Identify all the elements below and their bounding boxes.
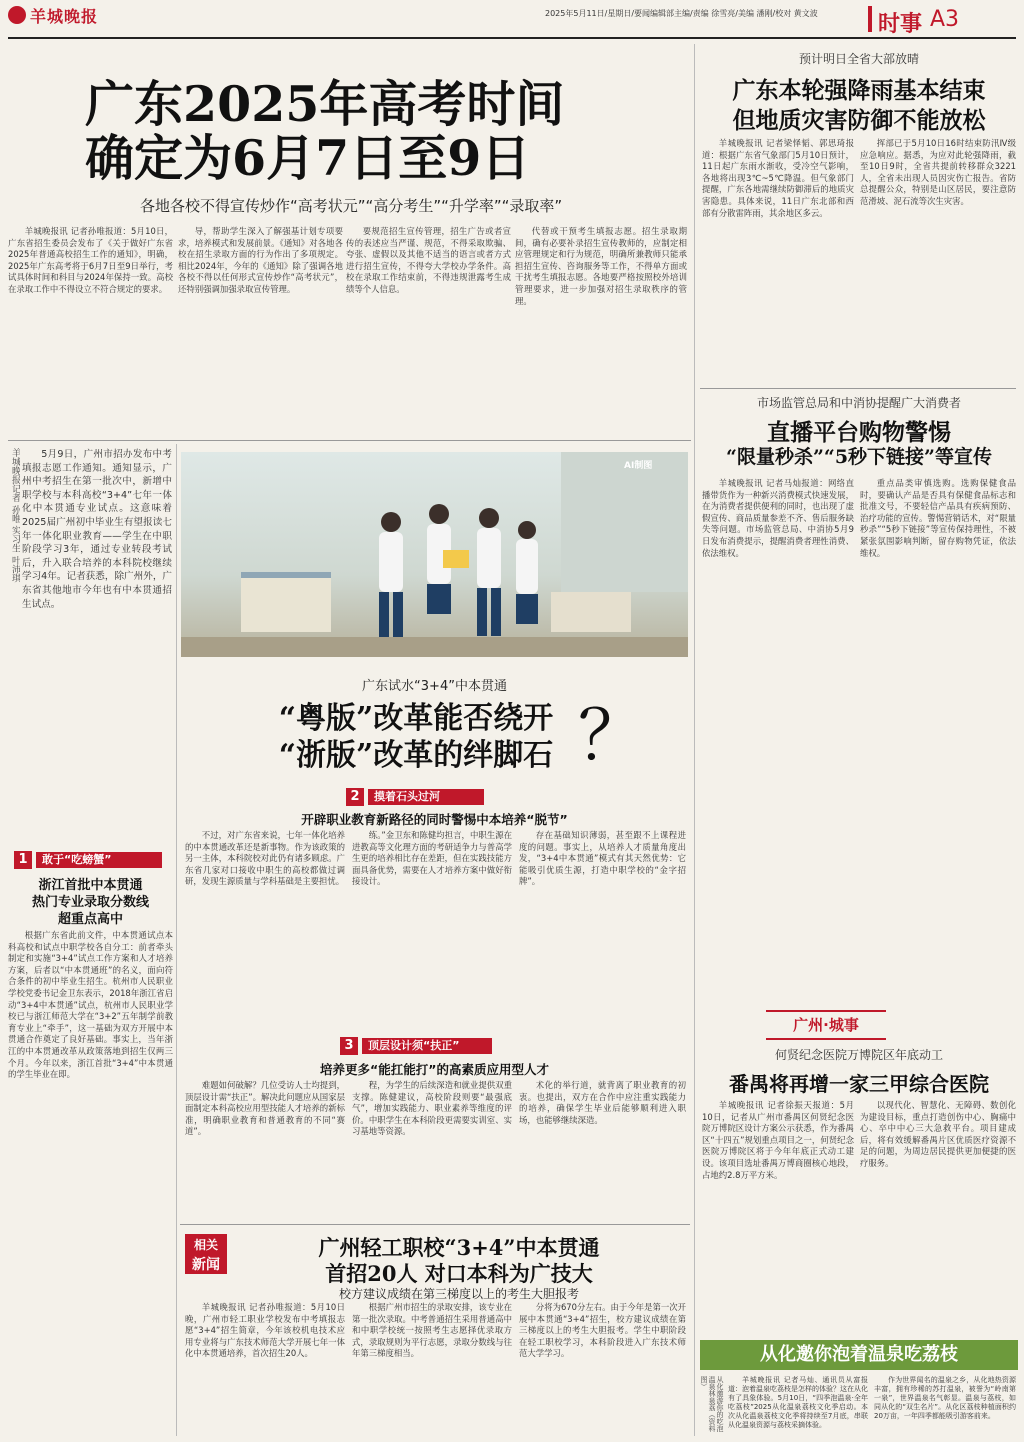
section3-column-1: 难题如何破解？几位受访人士均提到，顶层设计需“扶正”。解决此问题应从国家层面制定本科高校应用型技能人才培养的新标准，明确职业教育和普通教育的不同“赛道”。 (185, 1080, 345, 1137)
students-illustration-icon (181, 452, 688, 657)
weather-kicker: 预计明日全省大部放晴 (798, 52, 919, 66)
section1-tag: 敢于“吃螃蟹” (36, 852, 162, 868)
gz-column-1: 羊城晚报讯 记者孙唯报道：5月10日晚，广州市轻工职业学校发布中考填报志愿“3+4”招生简章，今年该校机电技术应用专业将与广东技术师范大学开展七年一体化中本贯通培养，首次招生20人。 (185, 1302, 345, 1359)
feature-question-mark: ？ (578, 697, 647, 776)
section1-head-line1: 浙江首批中本贯通 (38, 878, 143, 893)
section2-column-2: 练。”金卫东和陈健均担言，中职生源在进教高等文化理方面的考研适争力与普高学生更的培养相比存在差距，但在实践技能方面具备优势，需要在人才培养方案中做好衔接设计。 (352, 830, 512, 887)
section2-subhead: 开辟职业教育新路径的同时警惕中本培养“脱节” (301, 812, 568, 827)
hospital-column-2: 以现代化、智慧化、无障碍、数创化为建设目标，重点打造创伤中心、胸痛中心、卒中中心三大急救平台。项目建成后，将有效缓解番禺片区优质医疗资源不足的问题，为周边居民提供更加便捷的医疗服务。 (860, 1100, 1016, 1168)
feature-illustration (181, 452, 688, 657)
feature-headline-line1: “粤版”改革能否绕开 (278, 701, 554, 736)
feature-kicker: 广东试水“3+4”中本贯通 (362, 679, 507, 694)
section3-column-2: 程，为学生的后续深造和就业提供双重支撑。陈健建议，高校阶段则要“最强底气”，增加实践能力、职业素养等维度的评价。中职学生在本科阶段更需要实训室、实习基地等资源。 (352, 1080, 512, 1137)
lychee-column-2: 作为世界闻名的温泉之乡，从化地热资源丰富，拥有珍稀的苏打温泉，被誉为“岭南第一泉”，世界温泉名气彰显。温泉与荔枝，如同从化的“双生名片”。从化区荔枝种植面积约20万亩，一年四季都能吸引游客前来。 (874, 1376, 1016, 1420)
gz-top-rule (180, 1224, 690, 1225)
left-column-rule (176, 444, 177, 1436)
related-news-badge-top: 相关 (193, 1238, 218, 1252)
section1-text: 根据广东省此前文件，中本贯通试点本科高校和试点中职学校各自分工：前者牵头制定和实施“3+4”试点工作方案和人才培养方案，后者以“中本贯通班”的名义，面向符合条件的初中毕业生招生。杭州市人民职业学校党委书记金卫东表示，2018年浙江省启动“3+4中本贯通”试点，杭州市人民职业学校已与浙江师范大学在“3+2”五年制学前教育专业上“牵手”，这一基础为双方开展中本贯通合作奠定了良好基础。事实上，当年浙江的中本贯通改革从政策落地到招生仅两三个月。今年以来，浙江首批“3+4”中本贯通的学生毕业在即。 (8, 930, 173, 1080)
section3-column-3: 术化的举行道，就背离了职业教育的初衷。也提出，双方在合作中应注重实践能力的培养，确保学生毕业后能够顺利进入职场，也能够继续深造。 (519, 1080, 686, 1125)
section3-tag: 顶层设计须“扶正” (362, 1038, 492, 1054)
image-credit-tag: AI制图 (624, 461, 653, 471)
weather-column-1: 羊城晚报讯 记者梁怿韬、郭思琦报道：根据广东省气象部门5月10日预计，11日起广东雨水渐收，受冷空气影响，各地将出现3℃~5℃降温。但气象部门提醒，广东各地需继续防御滞后的地质灾害隐患。具体来说，11日广东北部和西部有分散雷阵雨，其余地区多云。 (702, 138, 854, 218)
livestream-column-2: 重点品类审慎选购。选购保健食品时，要确认产品是否具有保健食品标志和批准文号，不要轻信产品具有疾病预防、治疗功能的宣传。警惕营销话术，对“限量秒杀”“5秒下链接”等宣传保持理性，不被紧张氛围影响判断，留存购物凭证，依法维权。 (860, 478, 1016, 558)
gz-column-3: 分将为670分左右。由于今年是第一次开展中本贯通“3+4”招生，校方建议成绩在第三梯度以上的考生大胆报考。学生中职阶段在轻工职校学习，本科阶段进入广东技术师范大学学习。 (519, 1302, 686, 1359)
gz-column-2: 根据广州市招生的录取安排，该专业在第一批次录取。中考普通招生采用普通高中和中职学校统一按照考生志愿择优录取方式，录取规则为平行志愿，录取分数线与往年第三梯度相当。 (352, 1302, 512, 1359)
edu-sidebar-credit: 羊城晚报记者 孙唯 实习生 叶沛琪 (10, 448, 20, 583)
lead-column-2: 导，帮助学生深入了解强基计划专项要求，培养模式和发展前景。《通知》对各地各校在招生录取方面的行为作出了多项规定。相比2024年，今年的《通知》除了强调各地各校不得以任何形式宣传炒作“高考状元”，还特别强调加强录取宣传管理。 (178, 226, 343, 294)
livestream-kicker: 市场监管总局和中消协提醒广大消费者 (756, 396, 961, 410)
city-news-label: 广州·城事 (793, 1016, 859, 1034)
livestream-headline-line2: “限量秒杀”“5秒下链接”等宣传 (726, 446, 992, 468)
weather-headline-line2: 但地质灾害防御不能放松 (732, 107, 986, 134)
section2-column-1: 不过，对广东省来说，七年一体化培养的中本贯通改革还是新事物。作为该政策的另一主体，本科院校对此仍有诸多顾虑。广东省几家对口接收中职生的高校都做过调研，发现生源质量与学科基础是主要担忧。 (185, 830, 345, 887)
newspaper-logo-icon (8, 6, 26, 24)
lead-headline-line2: 确定为6月7日至9日 (85, 129, 531, 187)
hospital-headline: 番禺将再增一家三甲综合医院 (729, 1072, 989, 1096)
related-news-badge-bottom: 新闻 (192, 1257, 220, 1273)
section-divider (868, 6, 872, 32)
section2-number: 2 (350, 789, 360, 804)
gz-headline-line2: 首招20人 对口本科为广技大 (325, 1261, 593, 1286)
livestream-headline-line1: 直播平台购物警惕 (767, 419, 951, 446)
lead-column-3: 要规范招生宣传管理，招生广告或者宣传的表述应当严谨、规范，不得采取欺骗、夸张、虚假以及其他不适当的语言或者方式进行招生宣传，不得夸大学校办学条件。高校在录取工作结束前，不得违规泄露考生成绩等个人信息。 (346, 226, 511, 294)
lead-subtitle: 各地各校不得宣传炒作“高考状元”“高分考生”“升学率”“录取率” (140, 197, 563, 215)
feature-headline-line2: “浙版”改革的绊脚石 (278, 738, 554, 773)
section3-subhead: 培养更多“能扛能打”的高素质应用型人才 (320, 1062, 549, 1077)
newspaper-logo: 羊城晚报 (30, 7, 99, 26)
section3-number: 3 (344, 1038, 354, 1053)
masthead-rule (8, 37, 1016, 39)
lead-column-1: 羊城晚报讯 记者孙唯报道：5月10日，广东省招生委员会发布了《关于做好广东省2025年普通高校招生工作的通知》，明确，2025年广东高考将于6月7日至9日举行，考试具体时间和科目与2024年保持一致。高校在录取工作中不得设立不符合规定的要求。 (8, 226, 173, 294)
section-name: 时事 (878, 12, 923, 37)
page-number: A3 (930, 7, 960, 32)
weather-bottom-rule (700, 388, 1016, 389)
gz-headline-line1: 广州轻工职校“3+4”中本贯通 (318, 1235, 600, 1260)
hospital-column-1: 羊城晚报讯 记者徐振天报道：5月10日，记者从广州市番禺区何贤纪念医院万博院区设计方案公示获悉，作为番禺区“十四五”规划重点项目之一，何贤纪念医院万博院区将于今年年底正式动工建设。该项目选址番禺万博商圈核心地段，占地约2.8万平方米。 (702, 1100, 854, 1180)
lychee-column-1: 羊城晚报讯 记者马灿、通讯员从富报道：泡着温泉吃荔枝是怎样的体验？这在从化有了具象体验。5月10日，“四季泡温泉·全年吃荔枝”2025从化温泉荔枝文化季启动。本次从化温泉荔枝文化季将持续至7月底，串联从化温泉资源与荔枝采摘体验。 (728, 1376, 868, 1429)
date-line: 2025年5月11日/星期日/要闻编辑部主编/责编 徐雪亮/美编 潘刚/校对 黄文波 (545, 9, 818, 18)
column-rule-main (694, 44, 695, 1436)
weather-column-2: 挥部已于5月10日16时结束防汛Ⅳ级应急响应。据悉，为应对此轮强降雨，截至10日9时，全省共提前转移群众3221人，全省未出现人员因灾伤亡报告。省防总提醒公众，特别是山区居民，要注意防范滑坡、泥石流等次生灾害。 (860, 138, 1016, 206)
livestream-column-1: 羊城晚报讯 记者马灿报道：网络直播带货作为一种新兴消费模式快速发展，在为消费者提供便利的同时，也出现了虚假宣传、商品质量参差不齐、售后服务缺失等问题。市场监管总局、中消协5月9日发布消费提示，提醒消费者理性消费、依法维权。 (702, 478, 854, 558)
edu-sidebar-text: 5月9日，广州市招办发布中考填报志愿工作通知。通知显示，广州中考招生在第一批次中，新增中职学校与本科高校“3+4”七年一体化中本贯通专业试点。这意味着2025届广州初中毕业生有望报读七年一体化职业教育——学生在中职阶段学习3年，通过专业转段考试后，升入联合培养的本科院校继续学习4年。记者获悉，除广州外，广东省其他地市今年也有中本贯通招生试点。 (22, 449, 172, 610)
section2-column-3: 存在基础知识薄弱，甚至跟不上课程进度的问题。事实上，从培养人才质量角度出发，“3+4中本贯通”模式有其天然优势：它能吸引优质生源，打造中职学校的“金字招牌”。 (519, 830, 686, 887)
section1-number: 1 (18, 852, 28, 867)
lychee-photo-caption: 从化邀游你的吃泡温泉林泉荔（资料图） (700, 1376, 724, 1432)
lead-bottom-rule (8, 440, 691, 441)
lychee-banner-text: 从化邀你泡着温泉吃荔枝 (760, 1344, 958, 1365)
masthead (0, 0, 1024, 40)
lead-column-4: 代替或干预考生填报志愿。招生录取期间，确有必要补录招生宣传教师的，应制定相应管理规定和行为规范，明确所兼教师只能承担招生宣传、咨询服务等工作，不得单方面或干扰考生填报志愿。各地要严格按照校外培训管理要求，进一步加强对招生录取秩序的管理。 (515, 226, 687, 306)
section2-tag: 摸着石头过河 (368, 789, 484, 805)
weather-headline-line1: 广东本轮强降雨基本结束 (732, 77, 986, 104)
gz-subtitle: 校方建议成绩在第三梯度以上的考生大胆报考 (338, 1287, 579, 1301)
section1-head-line3: 超重点高中 (57, 912, 123, 927)
section1-head-line2: 热门专业录取分数线 (31, 895, 149, 910)
lead-headline-line1: 广东2025年高考时间 (85, 75, 565, 133)
hospital-kicker: 何贤纪念医院万博院区年底动工 (774, 1048, 943, 1062)
